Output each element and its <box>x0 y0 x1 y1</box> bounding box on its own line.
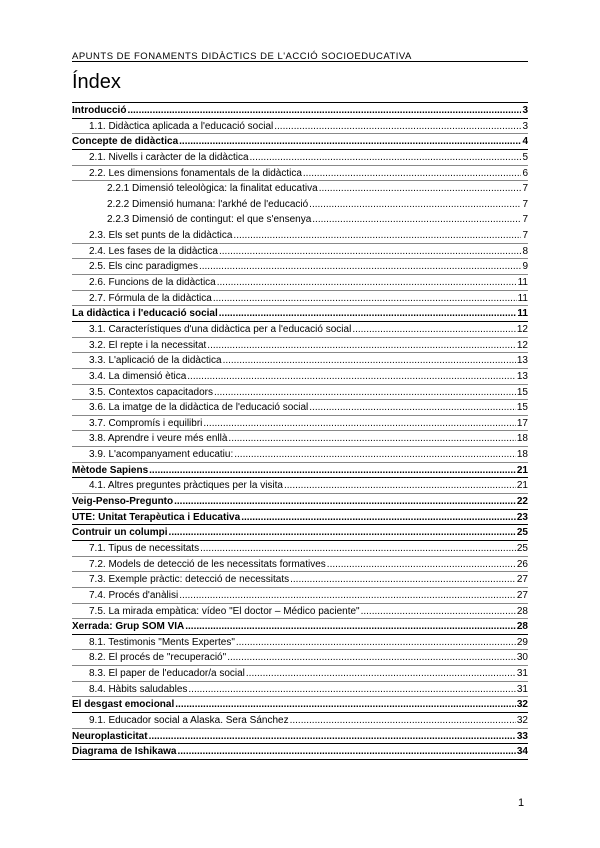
toc-entry[interactable] <box>72 682 528 698</box>
toc-entry-page: 32 <box>516 714 528 726</box>
toc-entry-page: 18 <box>516 433 528 445</box>
toc-entry-page: 26 <box>516 558 528 570</box>
toc-entry-label: 7.5. La mirada empàtica: vídeo "El doctor – Médico paciente" <box>89 605 360 617</box>
toc-entry[interactable] <box>72 510 528 526</box>
toc-entry[interactable] <box>72 635 528 651</box>
toc-entry-page: 6 <box>522 167 528 179</box>
toc-entry-label: 8.4. Hàbits saludables <box>89 683 188 695</box>
toc-entry-label: 3.1. Característiques d'una didàctica per a l'educació social <box>89 323 352 335</box>
toc-leader-dots <box>127 103 521 119</box>
toc-entry-label: 4.1. Altres preguntes pràctiques per la visita <box>89 480 283 492</box>
toc-entry-page: 34 <box>516 746 528 758</box>
toc-entry-label: Diagrama de Ishikawa <box>72 746 177 758</box>
toc-entry[interactable] <box>72 416 528 432</box>
toc-entry-page: 31 <box>516 668 528 680</box>
toc-entry[interactable] <box>72 447 528 463</box>
toc-entry[interactable] <box>72 322 528 338</box>
toc-entry-label: 2.2. Les dimensions fonamentals de la didàctica <box>89 167 302 179</box>
toc-entry-label: 7.2. Models de detecció de les necessitats formatives <box>89 558 326 570</box>
toc-leader-dots <box>213 291 517 307</box>
toc-entry-page: 11 <box>517 277 528 289</box>
toc-entry-page: 29 <box>516 636 528 648</box>
toc-entry[interactable] <box>72 306 528 322</box>
toc-entry[interactable] <box>72 494 528 510</box>
toc-entry-label: 2.2.3 Dimensió de contingut: el que s'ensenya <box>107 214 312 226</box>
toc-entry-label: 3.5. Contextos capacitadors <box>89 386 213 398</box>
toc-leader-dots <box>207 338 516 354</box>
toc-entry[interactable] <box>72 134 528 150</box>
toc-entry[interactable] <box>72 166 528 182</box>
toc-entry[interactable] <box>72 650 528 666</box>
toc-entry-page: 27 <box>516 589 528 601</box>
toc-entry[interactable] <box>72 150 528 166</box>
toc-entry[interactable] <box>72 385 528 401</box>
toc-leader-dots <box>149 463 516 479</box>
toc-leader-dots <box>234 447 516 463</box>
toc-entry-page: 3 <box>522 105 528 116</box>
toc-leader-dots <box>290 713 516 729</box>
toc-entry-label: 3.4. La dimensió ètica <box>89 370 187 382</box>
toc-entry-label: 8.3. El paper de l'educador/a social <box>89 668 245 680</box>
toc-entry-page: 13 <box>516 370 528 382</box>
toc-entry-label: 9.1. Educador social a Alaska. Sera Sánchez <box>89 714 289 726</box>
toc-entry-page: 13 <box>516 355 528 367</box>
toc-entry-label: Xerrada: Grup SOM VIA <box>72 621 185 633</box>
toc-entry[interactable] <box>72 431 528 447</box>
toc-leader-dots <box>223 353 516 369</box>
toc-entry-page: 7 <box>522 183 528 195</box>
toc-entry[interactable] <box>72 572 528 588</box>
toc-entry-page: 11 <box>517 308 528 320</box>
toc-leader-dots <box>274 119 521 135</box>
toc-entry-page: 9 <box>522 261 528 273</box>
toc-entry-label: 1.1. Didàctica aplicada a l'educació social <box>89 120 274 132</box>
toc-entry[interactable] <box>72 588 528 604</box>
toc-entry[interactable] <box>72 103 528 119</box>
toc-entry-page: 15 <box>516 402 528 414</box>
page-title: Índex <box>72 71 121 93</box>
toc-leader-dots <box>175 697 516 713</box>
toc-entry-page: 17 <box>516 417 528 429</box>
toc-entry-label: 3.8. Aprendre i veure més enllà <box>89 433 228 445</box>
toc-entry-page: 28 <box>516 605 528 617</box>
toc-entry-page: 11 <box>517 292 528 304</box>
toc-entry[interactable] <box>72 244 528 260</box>
toc-entry-page: 22 <box>516 496 528 508</box>
toc-entry-label: 3.3. L'aplicació de la didàctica <box>89 355 222 367</box>
toc-entry[interactable] <box>72 291 528 307</box>
toc-entry[interactable] <box>72 353 528 369</box>
toc-entry[interactable] <box>72 119 528 135</box>
toc-entry[interactable] <box>72 212 528 228</box>
toc-leader-dots <box>361 604 516 620</box>
toc-entry[interactable] <box>72 604 528 620</box>
toc-entry-page: 12 <box>516 323 528 335</box>
toc-entry[interactable] <box>72 697 528 713</box>
toc-entry-label: Concepte de didàctica <box>72 136 179 148</box>
toc-entry-label: 2.5. Els cinc paradigmes <box>89 261 198 273</box>
toc-entry-label: El desgast emocional <box>72 699 175 711</box>
toc-entry[interactable] <box>72 541 528 557</box>
toc-entry-label: 2.7. Fórmula de la didàctica <box>89 292 212 304</box>
toc-entry[interactable] <box>72 729 528 745</box>
toc-leader-dots <box>179 134 521 150</box>
toc-entry-label: 3.9. L'acompanyament educatiu: <box>89 449 234 461</box>
toc-entry-page: 8 <box>522 245 528 257</box>
toc-entry[interactable] <box>72 228 528 244</box>
toc-entry-page: 25 <box>516 527 528 539</box>
toc-leader-dots <box>199 259 521 275</box>
toc-entry-page: 32 <box>516 699 528 711</box>
toc-entry[interactable] <box>72 369 528 385</box>
toc-leader-dots <box>284 478 516 494</box>
toc-entry[interactable] <box>72 619 528 635</box>
toc-entry[interactable] <box>72 463 528 479</box>
toc-entry-page: 4 <box>522 136 528 148</box>
toc-entry[interactable] <box>72 259 528 275</box>
toc-entry[interactable] <box>72 197 528 213</box>
toc-entry-page: 18 <box>516 449 528 461</box>
toc-entry[interactable] <box>72 666 528 682</box>
toc-leader-dots <box>312 212 521 228</box>
toc-entry-label: 7.4. Procés d'anàlisi <box>89 589 179 601</box>
toc-entry-label: 8.1. Testimonis "Ments Expertes" <box>89 636 235 648</box>
toc-leader-dots <box>219 306 517 322</box>
table-of-contents <box>72 102 528 760</box>
toc-entry[interactable] <box>72 713 528 729</box>
toc-entry-page: 25 <box>516 542 528 554</box>
toc-entry-label: Neuroplasticitat <box>72 730 148 742</box>
toc-leader-dots <box>227 650 516 666</box>
toc-entry-label: 2.2.1 Dimensió teleològica: la finalitat educativa <box>107 183 318 195</box>
toc-entry-page: 7 <box>522 198 528 210</box>
header-rule <box>72 61 528 62</box>
toc-entry[interactable] <box>72 478 528 494</box>
toc-leader-dots <box>246 666 516 682</box>
toc-leader-dots <box>219 244 521 260</box>
toc-entry-page: 28 <box>516 621 528 633</box>
toc-entry-label: 2.6. Funcions de la didàctica <box>89 277 216 289</box>
toc-entry-label: 8.2. El procés de "recuperació" <box>89 652 227 664</box>
toc-leader-dots <box>233 228 521 244</box>
toc-entry-label: 2.1. Nivells i caràcter de la didàctica <box>89 151 249 163</box>
toc-leader-dots <box>187 369 516 385</box>
toc-entry-label: Introducció <box>72 105 127 116</box>
toc-leader-dots <box>185 619 516 635</box>
toc-leader-dots <box>228 431 515 447</box>
toc-entry-label: 7.3. Exemple pràctic: detecció de necessitats <box>89 574 290 586</box>
toc-entry-page: 21 <box>516 464 528 476</box>
toc-entry[interactable] <box>72 338 528 354</box>
toc-entry-page: 27 <box>516 574 528 586</box>
toc-entry-label: 2.3. Els set punts de la didàctica <box>89 230 233 242</box>
toc-leader-dots <box>149 729 516 745</box>
toc-entry-label: 2.2.2 Dimensió humana: l'arkhé de l'educació <box>107 198 309 210</box>
toc-entry-label: 2.4. Les fases de la didàctica <box>89 245 218 257</box>
toc-leader-dots <box>319 181 522 197</box>
toc-entry[interactable] <box>72 275 528 291</box>
toc-leader-dots <box>309 197 521 213</box>
toc-entry[interactable] <box>72 557 528 573</box>
toc-leader-dots <box>214 385 516 401</box>
toc-leader-dots <box>174 494 516 510</box>
toc-entry-page: 7 <box>522 230 528 242</box>
toc-leader-dots <box>290 572 516 588</box>
toc-leader-dots <box>179 588 516 604</box>
toc-entry-label: Mètode Sapiens <box>72 464 149 476</box>
toc-leader-dots <box>303 166 522 182</box>
toc-entry-page: 5 <box>522 151 528 163</box>
toc-entry-page: 21 <box>516 480 528 492</box>
toc-leader-dots <box>203 416 516 432</box>
toc-entry-page: 30 <box>516 652 528 664</box>
toc-entry-label: 7.1. Tipus de necessitats <box>89 542 200 554</box>
toc-entry-label: Veig-Penso-Pregunto <box>72 496 174 508</box>
toc-entry-label: 3.6. La imatge de la didàctica de l'educació social <box>89 402 309 414</box>
toc-entry-page: 15 <box>516 386 528 398</box>
toc-entry-page: 7 <box>522 214 528 226</box>
toc-entry-label: 3.7. Compromís i equilibri <box>89 417 203 429</box>
toc-entry-label: La didàctica i l'educació social <box>72 308 218 320</box>
toc-entry-label: UTE: Unitat Terapèutica i Educativa <box>72 511 241 523</box>
toc-leader-dots <box>217 275 517 291</box>
toc-entry-page: 33 <box>516 730 528 742</box>
toc-entry[interactable] <box>72 525 528 541</box>
toc-leader-dots <box>188 682 515 698</box>
toc-entry-page: 23 <box>516 511 528 523</box>
toc-entry-label: Contruir un columpi <box>72 527 168 539</box>
toc-entry-label: 3.2. El repte i la necessitat <box>89 339 207 351</box>
toc-entry[interactable] <box>72 744 528 760</box>
running-header: APUNTS DE FONAMENTS DIDÀCTICS DE L'ACCIÓ SOCIOEDUCATIVA <box>72 51 412 62</box>
toc-leader-dots <box>200 541 516 557</box>
toc-leader-dots <box>236 635 516 651</box>
toc-entry[interactable] <box>72 181 528 197</box>
toc-leader-dots <box>250 150 522 166</box>
toc-entry[interactable] <box>72 400 528 416</box>
toc-leader-dots <box>309 400 516 416</box>
toc-entry-page: 12 <box>516 339 528 351</box>
toc-leader-dots <box>169 525 516 541</box>
toc-entry-page: 3 <box>522 120 528 132</box>
toc-leader-dots <box>178 744 516 760</box>
toc-leader-dots <box>241 510 516 526</box>
toc-leader-dots <box>327 557 516 573</box>
toc-entry-page: 31 <box>516 683 528 695</box>
page-number: 1 <box>518 797 525 809</box>
toc-leader-dots <box>352 322 516 338</box>
